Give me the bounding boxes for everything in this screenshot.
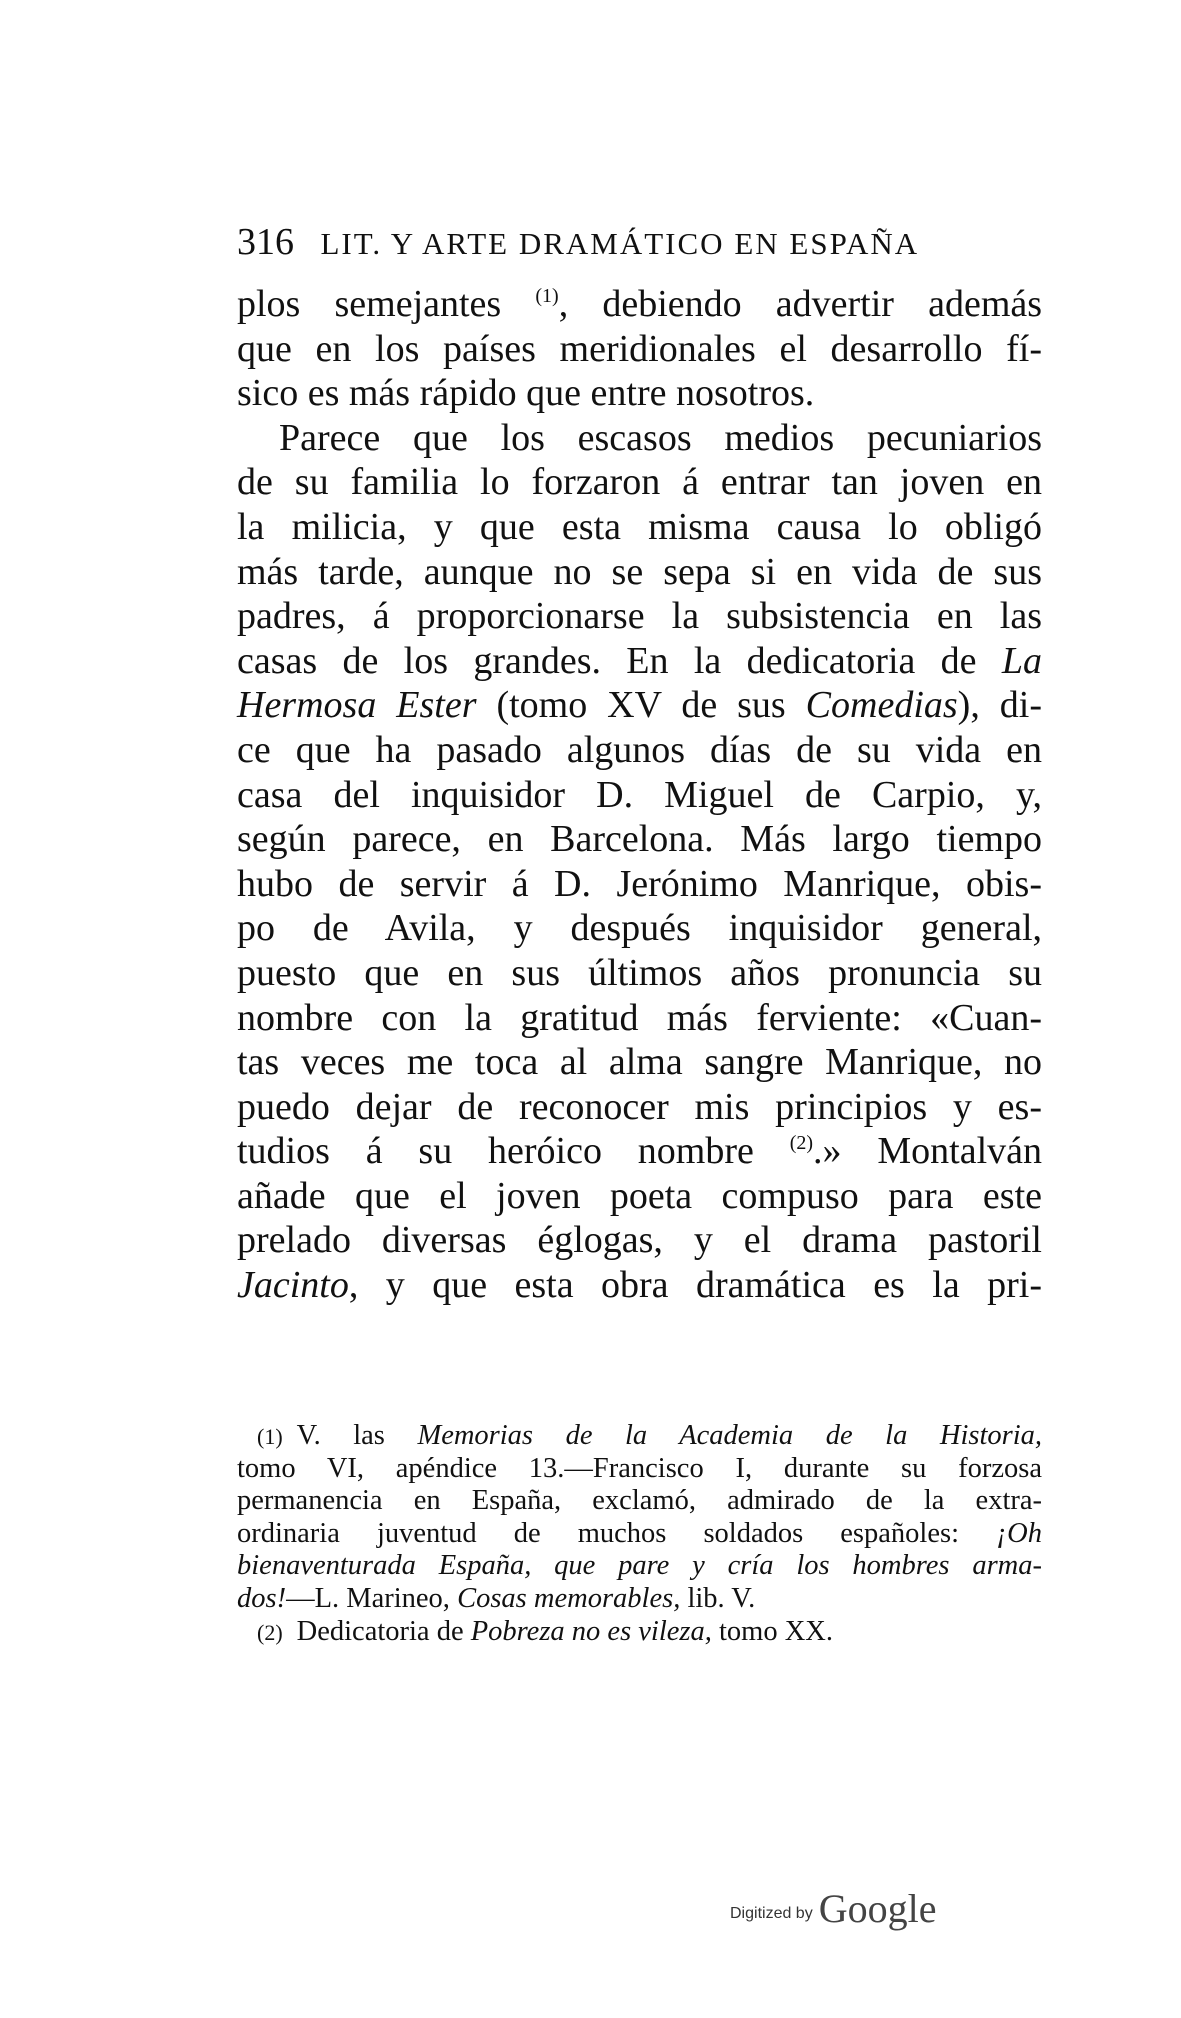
italic-title: La [1001,639,1042,682]
text-line: tas veces me toca al alma sangre Manrique, no [237,1041,1042,1084]
footnote-1: (1) V. las Memorias de la Academia de la Historia, [257,1420,1043,1451]
text-line: según parece, en Barcelona. Más largo tiempo [237,818,1042,861]
text-line: hubo de servir á D. Jerónimo Manrique, obis- [237,862,1042,905]
text-line: casas de los grandes. En la dedicatoria de La [237,639,1042,682]
digitized-watermark [730,1885,1000,1935]
footnote-ref-1: (1) [535,285,559,307]
text-line: puedo dejar de reconocer mis principios y es- [237,1085,1042,1128]
running-head [237,222,1057,264]
text-line: po de Avila, y después inquisidor general, [237,907,1042,950]
text-line: más tarde, aunque no se sepa si en vida de sus [237,550,1042,593]
google-logo: Google [818,1886,937,1931]
text-line: la milicia, y que esta misma causa lo obligó [237,505,1042,548]
text-line: puesto que en sus últimos años pronuncia su [237,951,1042,994]
text-line: Jacinto, y que esta obra dramática es la pri- [237,1264,1042,1307]
text-line: casa del inquisidor D. Miguel de Carpio, y, [237,773,1042,816]
italic-title: Comedias [805,684,958,727]
footnote-line: tomo VI, apéndice 13.—Francisco I, durante su forzosa [237,1452,1042,1484]
text-line: Hermosa Ester (tomo XV de sus Comedias), di- [237,684,1042,727]
text-line: Parece que los escasos medios pecuniarios [279,416,1042,459]
footnote-ref-2: (2) [789,1132,814,1155]
text-line: prelado diversas églogas, y el drama pastoril [237,1219,1042,1262]
text-line: padres, á proporcionarse la subsistencia en las [237,595,1042,638]
footnote-line: dos!—L. Marineo, Cosas memorables, lib. V. [237,1582,756,1614]
footnote-mark-1: (1) [257,1424,283,1449]
footnote-2: (2) Dedicatoria de Pobreza no es vileza, tomo XX. [257,1615,834,1647]
footnote-mark-2: (2) [257,1619,283,1645]
text-line: nombre con la gratitud más ferviente: «Cuan- [237,996,1042,1039]
footnote-line: permanencia en España, exclamó, admirado de la extra- [237,1485,1042,1517]
italic-title: Jacinto [237,1264,349,1307]
running-head-title: LIT. Y ARTE DRAMÁTICO EN ESPAÑA [320,226,920,261]
page-number: 316 [237,221,294,263]
text-line: sico es más rápido que entre nosotros. [237,372,815,415]
italic-title: Hermosa Ester [237,684,477,727]
digitized-label: Digitized by [730,1905,813,1922]
text-line: de su familia lo forzaron á entrar tan joven en [237,461,1042,504]
footnote-line: bienaventurada España, que pare y cría los hombres arma- [237,1550,1042,1582]
footnote-line: ordinaria juventud de muchos soldados españoles: ¡Oh [237,1517,1042,1549]
footnotes [237,1420,1042,1648]
text-line: que en los países meridionales el desarrollo fí- [237,327,1042,370]
text-line: plos semejantes $^{(1)}$, debiendo advertir además [237,283,1043,325]
body-text [237,282,1042,1308]
text-line: tudios á su heróico nombre $^{(2)}$.» Montalván [237,1130,1042,1173]
text-line: ce que ha pasado algunos días de su vida en [237,728,1042,771]
text-line: añade que el joven poeta compuso para este [237,1174,1042,1217]
